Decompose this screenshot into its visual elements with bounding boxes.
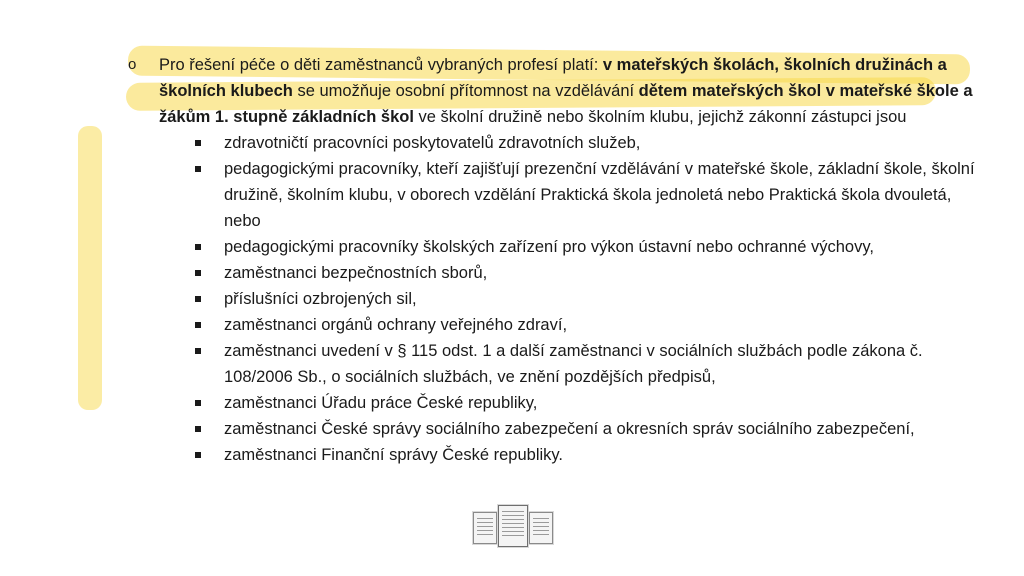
document-content xyxy=(128,52,988,468)
list-item xyxy=(224,390,988,416)
list-item-text: pedagogickými pracovníky, kteří zajišťují prezenční vzdělávání v mateřské škole, základní škole, školní družině, školním klubu, v oborech vzdělání Praktická škola jednoletá nebo Praktická škola dvouletá, nebo xyxy=(224,160,975,230)
page-thumbnail-right[interactable] xyxy=(529,512,553,544)
square-bullet-icon xyxy=(195,270,201,276)
square-bullet-icon xyxy=(195,452,201,458)
square-bullet-icon xyxy=(195,426,201,432)
list-item-text: zdravotničtí pracovníci poskytovatelů zdravotních služeb, xyxy=(224,134,641,152)
page-thumbnail-center[interactable] xyxy=(498,505,528,547)
list-item xyxy=(224,312,988,338)
intro-text-segment: ve školní družině nebo školním klubu, jejichž zákonní zástupci jsou xyxy=(413,108,907,126)
list-item xyxy=(224,156,988,234)
list-item-text: příslušníci ozbrojených sil, xyxy=(224,290,417,308)
list-item xyxy=(224,442,988,468)
list-item-text: zaměstnanci bezpečnostních sborů, xyxy=(224,264,488,282)
list-item xyxy=(224,260,988,286)
highlight-stroke-side xyxy=(78,126,102,410)
square-bullet-icon xyxy=(195,400,201,406)
list-item xyxy=(224,416,988,442)
intro-bold-segment: v mateřských školách, školních družinách xyxy=(602,56,934,74)
list-item-text: zaměstnanci orgánů ochrany veřejného zdraví, xyxy=(224,316,568,334)
list-item-text: zaměstnanci České správy sociálního zabezpečení a okresních správ sociálního zabezpečení, xyxy=(224,420,915,438)
list-item-text: zaměstnanci uvedení v § 115 odst. 1 a další zaměstnanci v sociálních službách podle zákona č. 108/2006 Sb., o sociálních službách, ve znění pozdějších předpisů, xyxy=(224,342,923,386)
list-item xyxy=(224,286,988,312)
list-item-text: pedagogickými pracovníky školských zařízení pro výkon ústavní nebo ochranné výchovy, xyxy=(224,238,874,256)
list-item xyxy=(224,234,988,260)
list-item xyxy=(224,130,988,156)
list-item-text: zaměstnanci Úřadu práce České republiky, xyxy=(224,394,538,412)
intro-text-segment: Pro řešení péče o děti zaměstnanců vybraných profesí platí: xyxy=(159,56,603,74)
intro-bold-segment: dětem mateřských škol v mateřské škole a žákům 1. stupně základních škol xyxy=(159,82,973,126)
intro-text-segment: se umožňuje osobní přítomnost na vzdělávání xyxy=(292,82,639,100)
list-item xyxy=(224,338,988,390)
square-bullet-icon xyxy=(195,322,201,328)
page-thumbnails-icon[interactable] xyxy=(473,505,551,547)
profession-list xyxy=(128,130,988,468)
square-bullet-icon xyxy=(195,244,201,250)
circle-bullet-icon: o xyxy=(128,56,137,73)
square-bullet-icon xyxy=(195,296,201,302)
intro-bold-segment: a školních klubech xyxy=(159,56,947,100)
main-list-item xyxy=(128,52,988,130)
list-item-text: zaměstnanci Finanční správy České republiky. xyxy=(224,446,564,464)
square-bullet-icon xyxy=(195,166,201,172)
intro-paragraph xyxy=(159,52,988,130)
square-bullet-icon xyxy=(195,348,201,354)
square-bullet-icon xyxy=(195,140,201,146)
page-thumbnail-left[interactable] xyxy=(473,512,497,544)
